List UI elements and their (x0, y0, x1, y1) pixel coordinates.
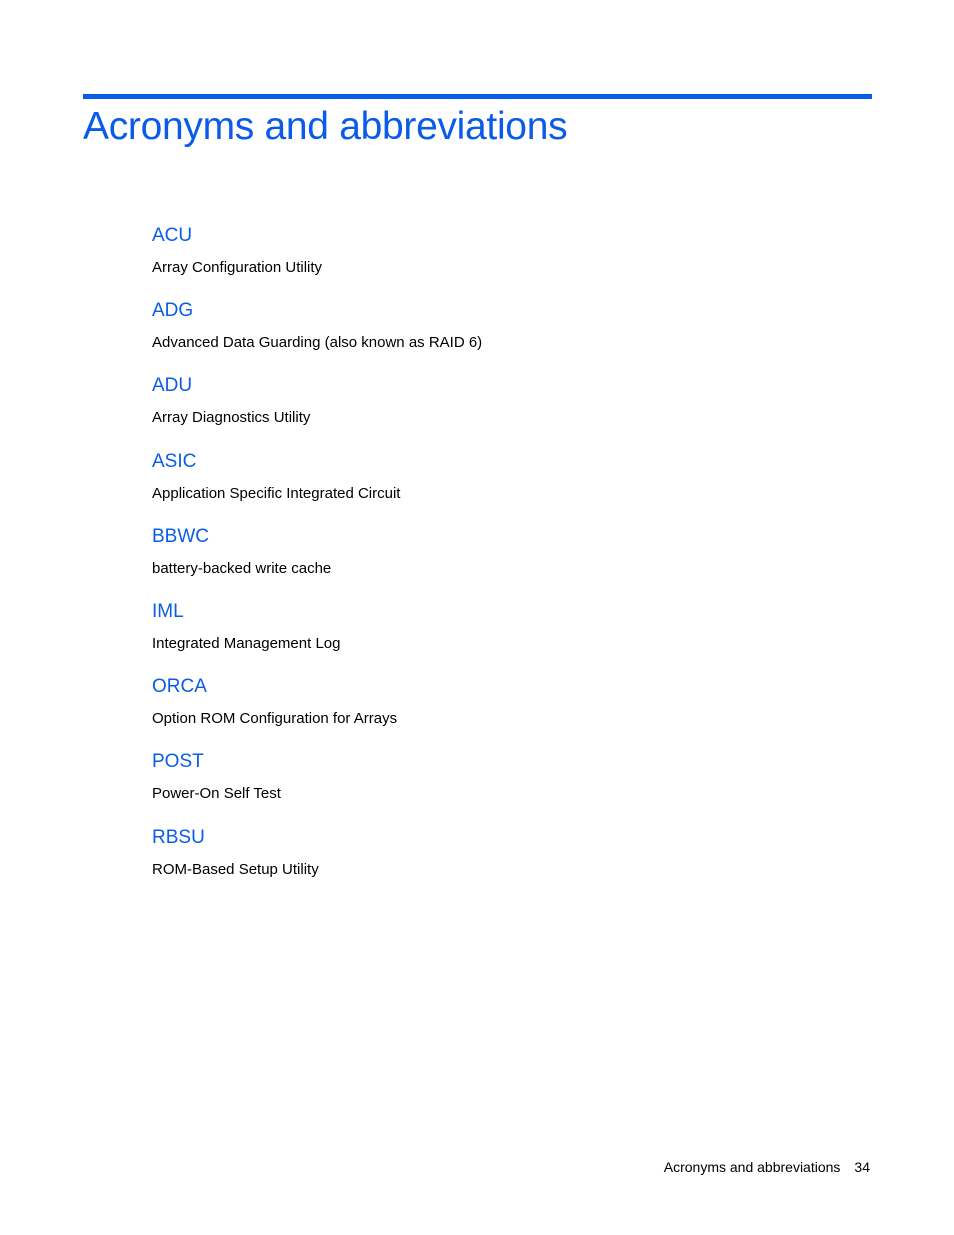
glossary-term: ADU (152, 375, 193, 397)
glossary-definition: Integrated Management Log (152, 634, 341, 652)
glossary-definition: Advanced Data Guarding (also known as RAID 6) (152, 334, 483, 352)
glossary-entry (152, 372, 852, 447)
page-title: Acronyms and abbreviations (83, 105, 568, 148)
footer-page-number: 34 (854, 1159, 870, 1175)
glossary-definition: Array Diagnostics Utility (152, 409, 311, 427)
glossary-entry (152, 824, 852, 899)
glossary-definition: ROM-Based Setup Utility (152, 860, 319, 878)
glossary-term: BBWC (152, 525, 209, 547)
glossary-term: ADG (152, 300, 194, 322)
glossary-term: POST (152, 751, 204, 773)
glossary-term: RBSU (152, 826, 205, 848)
glossary-term: ORCA (152, 676, 207, 698)
glossary-entry (152, 748, 852, 823)
glossary-term: ACU (152, 225, 193, 246)
glossary-term: ASIC (152, 450, 197, 472)
glossary-definition: Array Configuration Utility (152, 259, 323, 276)
glossary-entry (152, 448, 852, 523)
glossary-definition: Power-On Self Test (152, 785, 281, 803)
glossary-definition: Option ROM Configuration for Arrays (152, 710, 398, 728)
glossary-list (152, 222, 852, 899)
glossary-entry (152, 673, 852, 748)
page-footer (664, 1157, 870, 1177)
footer-section-title: Acronyms and abbreviations (663, 1159, 841, 1175)
glossary-entry (152, 523, 852, 598)
glossary-definition: Application Specific Integrated Circuit (152, 484, 401, 502)
glossary-definition: battery-backed write cache (152, 559, 332, 577)
glossary-term: IML (152, 600, 184, 622)
glossary-entry (152, 598, 852, 673)
glossary-entry (152, 222, 852, 297)
glossary-entry (152, 297, 852, 372)
title-rule (83, 94, 872, 99)
